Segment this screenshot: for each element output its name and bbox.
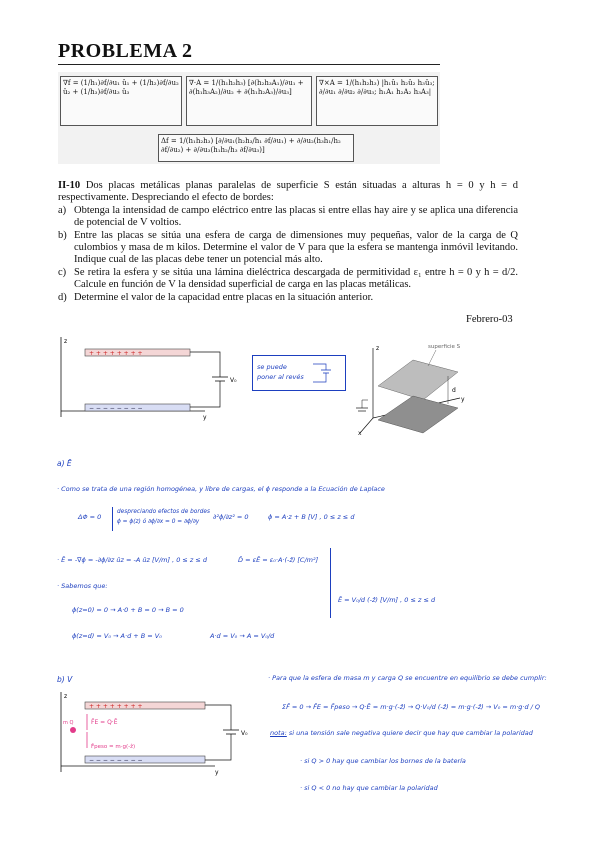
surface-pointer — [428, 350, 436, 366]
problem-item-c: c) Se retira la esfera y se sitúa una lámina dieléctrica descargada de permitividad ε₁ entre h = 0 y h = d/2. Calcule en función de V la densidad superficial de carga en las placas metálicas. — [58, 266, 518, 291]
a-boundary-2: ϕ(z=d) = V₀ → A·d + B = V₀ — [72, 632, 162, 640]
b-top-wire — [205, 705, 231, 730]
section-a-heading: a) Ē — [57, 459, 72, 468]
a-laplace-intro: · Como se trata de una región homogénea, y libre de cargas, el ϕ responde a la Ecuación de Laplace — [57, 485, 385, 493]
model-note-text: se puede poner al revés — [257, 363, 304, 381]
b-bottom-wire — [205, 734, 231, 760]
a-result: Ē = V₀/d (-ẑ) [V/m] , 0 ≤ z ≤ d — [338, 596, 436, 604]
a-result-brace — [330, 548, 331, 618]
3d-x-label: x — [358, 430, 362, 437]
b-case-positive: · si Q > 0 hay que cambiar los bornes de la batería — [300, 757, 466, 765]
bottom-plate-charges: − − − − − − − − — [89, 405, 143, 412]
top-plate-charges: + + + + + + + + — [89, 350, 143, 357]
a-field-expression: · Ē = -∇ϕ = -∂ϕ/∂z ûz = -A ûz [V/m] , 0 ≤ z ≤ d — [57, 556, 208, 564]
b-top-charges: + + + + + + + + — [89, 703, 143, 710]
top-plate-3d — [378, 360, 458, 400]
b-z-label: z — [64, 693, 68, 700]
problem-item-a: a) Obtenga la intensidad de campo eléctrico entre las placas si entre ellas hay aire y se aplica una diferencia de potencial de V voltios. — [58, 204, 518, 229]
surface-label: superficie S — [428, 344, 461, 350]
title-underline — [58, 64, 440, 65]
a-laplace-eq: ΔΦ = 0 — [78, 513, 102, 521]
a-cond-phi: ϕ = ϕ(z) ó ∂ϕ/∂x = 0 = ∂ϕ/∂y — [117, 519, 200, 525]
a-conditions-brace — [112, 507, 211, 531]
capacitor-figure — [55, 335, 250, 425]
bottom-wire — [190, 381, 220, 407]
a-cond-edges: despreciando efectos de bordes — [117, 509, 210, 515]
a-displacement: D̄ = εĒ = ε₀·A·(-ẑ) [C/m²] — [238, 556, 319, 564]
parallel-plates-3d-figure — [348, 338, 478, 438]
problem-intro — [58, 180, 518, 205]
b-note — [270, 729, 596, 737]
b-equilibrium-eq: ΣF̄ = 0 → F̄E = F̄peso → Q·Ē = m·g·(-ẑ) → Q·V₀/d (-ẑ) = m·g·(-ẑ) → V₀ = m·g·d / Q — [282, 703, 541, 711]
curl-formula: ∇×A = 1/(h₁h₂h₃) |h₁û₁ h₂û₂ h₃û₃; ∂/∂u₁ ∂/∂u₂ ∂/∂u₃; h₁A₁ h₂A₂ h₃A₃| — [316, 76, 438, 126]
3d-z-label: z — [376, 345, 380, 352]
divergence-formula: ∇·A = 1/(h₁h₂h₃) [∂(h₂h₃A₁)/∂u₁ + ∂(h₁h₃A₂)/∂u₂ + ∂(h₁h₂A₃)/∂u₃] — [186, 76, 312, 126]
a-boundary-3: A·d = V₀ → A = V₀/d — [210, 632, 275, 640]
a-second-derivative: ∂²ϕ/∂z² = 0 — [213, 513, 249, 521]
electric-force-label: F̄E = Q·Ē — [91, 719, 118, 726]
z-axis-label: z — [64, 338, 68, 345]
voltage-label: V₀ — [230, 377, 237, 384]
reversed-battery-icon — [311, 360, 341, 386]
a-know-heading: · Sabemos que: — [57, 582, 108, 590]
y-axis-label: y — [203, 414, 207, 421]
b-note-text: si una tensión sale negativa quiere decir que hay que cambiar la polaridad — [288, 729, 533, 737]
problem-item-d: d) Determine el valor de la capacidad entre placas en la situación anterior. — [58, 291, 374, 303]
problem-item-b: b) Entre las placas se sitúa una esfera de carga de dimensiones muy pequeñas, valor de la carga de Q culombios y masa de m kilos. Determine el valor de V para que la esfera se mantenga inmóvil levitando. Indique cual de las placas debe tener un potencial más alto. — [58, 229, 518, 266]
a-boundary-1: ϕ(z=0) = 0 → A·0 + B = 0 → B = 0 — [72, 606, 184, 614]
3d-x-axis — [360, 418, 373, 433]
a-phi-solution: ϕ = A·z + B [V] , 0 ≤ z ≤ d — [268, 513, 355, 521]
b-voltage-label: V₀ — [241, 730, 248, 737]
laplacian-formula: Δf = 1/(h₁h₂h₃) [∂/∂u₁(h₂h₃/h₁ ∂f/∂u₁) + ∂/∂u₂(h₃h₁/h₂ ∂f/∂u₂) + ∂/∂u₃(h₁h₂/h₃ ∂f/∂u₃)] — [158, 134, 354, 162]
weight-force-label: F̄peso = m·g(-ẑ) — [91, 744, 136, 750]
sphere-label: m Q — [63, 720, 74, 726]
3d-y-label: y — [461, 396, 465, 403]
problem-code: II-10 — [58, 180, 81, 191]
gradient-formula: ∇f = (1/h₁)∂f/∂u₁ û₁ + (1/h₂)∂f/∂u₂ û₂ + (1/h₃)∂f/∂u₃ û₃ — [60, 76, 182, 126]
b-y-label: y — [215, 769, 219, 776]
top-wire — [190, 352, 220, 377]
formula-table — [58, 72, 440, 164]
problem-intro-text: Dos placas metálicas planas paralelas de superficie S están situadas a alturas h = 0 y h = d respectivamente. Despreciando el efecto de bordes: — [58, 180, 518, 204]
charged-sphere — [70, 727, 76, 733]
b-note-label: nota: — [270, 729, 287, 737]
b-equilibrium-intro: · Para que la esfera de masa m y carga Q se encuentre en equilibrio se debe cumplir: — [268, 674, 547, 682]
levitation-figure — [55, 690, 255, 780]
b-bottom-charges: − − − − − − − − — [89, 757, 143, 764]
section-b-heading: b) V — [57, 675, 73, 684]
separation-label: d — [452, 387, 456, 394]
model-note-box — [252, 355, 346, 391]
page-title: PROBLEMA 2 — [58, 40, 193, 62]
3d-battery-wire — [362, 400, 368, 408]
exam-date: Febrero-03 — [466, 314, 513, 325]
problem-statement — [58, 180, 518, 304]
b-case-negative: · si Q < 0 no hay que cambiar la polaridad — [300, 784, 438, 792]
